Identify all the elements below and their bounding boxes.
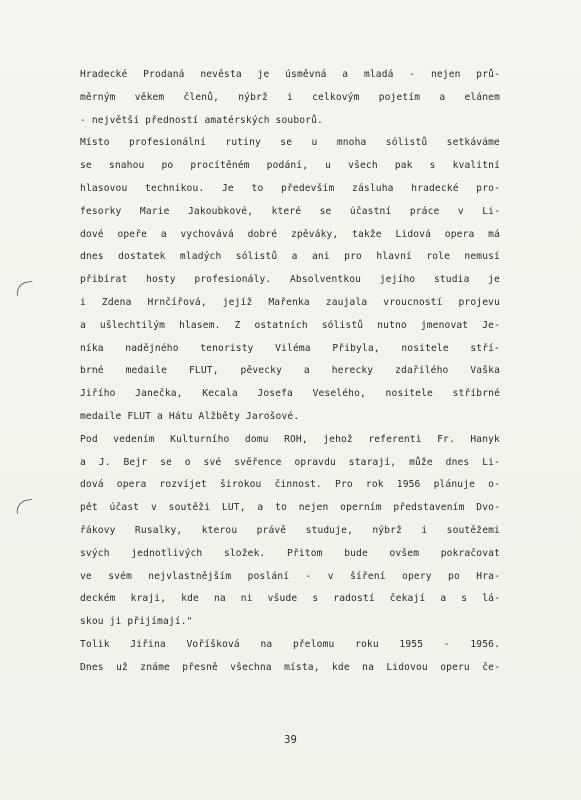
- punch-hole-mark: [15, 281, 34, 296]
- text-line: přibírat hosty profesionály. Absolventkou jejího studia je: [80, 274, 500, 286]
- text-line: Jiřího Janečka, Kecala Josefa Veselého, nositele stříbrné: [80, 388, 500, 400]
- text-line: níka nadějného tenoristy Viléma Přibyla, nositele stří-: [80, 342, 500, 354]
- text-line: Dnes už známe přesně všechna místa, kde na Lidovou operu če-: [80, 661, 500, 673]
- text-line: - největší předností amatérských souborů.: [80, 114, 323, 126]
- text-line: Tolik Jiřina Voříšková na přelomu roku 1955 - 1956.: [80, 638, 500, 650]
- text-line: se snahou po procítěném podání, u všech pak s kvalitní: [80, 160, 500, 172]
- text-line: skou ji přijímají.": [80, 616, 193, 628]
- text-line: pět účast v soutěži LUT, a to nejen operním představením Dvo-: [80, 502, 500, 514]
- page-number: 39: [284, 734, 297, 746]
- text-line: medaile FLUT a Hátu Alžběty Jarošové.: [80, 410, 300, 422]
- text-line: deckém kraji, kde na ni všude s radostí čekají a s lá-: [80, 593, 500, 605]
- text-line: Pod vedením Kulturního domu ROH, jehož referenti Fr. Hanyk: [80, 433, 500, 445]
- text-line: Hradecké Prodaná nevěsta je úsměvná a mladá - nejen prů-: [80, 69, 500, 80]
- text-line: svých jednotlivých složek. Přitom bude ovšem pokračovat: [80, 547, 500, 559]
- text-line: Místo profesionální rutiny se u mnoha sólistů setkáváme: [80, 137, 500, 149]
- text-line: i Zdena Hrnčířová, jejíž Mařenka zaujala vroucností projevu: [80, 296, 500, 308]
- text-line: řákovy Rusalky, kterou právě studuje, nýbrž i soutěžemi: [80, 524, 500, 536]
- text-line: hlasovou technikou. Je to především zásluha hradecké pro-: [80, 182, 500, 194]
- text-line: dnes dostatek mladých sólistů a ani pro hlavní role nemusí: [80, 251, 500, 263]
- text-line: a ušlechtilým hlasem. Z ostatních sólistů nutno jmenovat Je-: [80, 319, 500, 331]
- punch-hole-mark: [15, 499, 34, 514]
- text-line: dová opera rozvíjet širokou činnost. Pro rok 1956 plánuje o-: [80, 479, 500, 491]
- text-line: fesorky Marie Jakoubkové, které se účastní práce v Li-: [80, 205, 500, 217]
- text-line: měrným věkem členů, nýbrž i celkovým pojetím a elánem: [80, 91, 500, 103]
- text-line: dové opeře a vychovává dobré zpěváky, takže Lidová opera má: [80, 228, 500, 240]
- body-text: [80, 64, 500, 680]
- text-line: a J. Bejr se o své svěřence opravdu starají, může dnes Li-: [80, 456, 500, 468]
- text-line: ve svém nejvlastnějším poslání - v šíření opery po Hra-: [80, 570, 500, 582]
- text-line: brné medaile FLUT, pěvecky a herecky zdařilého Vaška: [80, 365, 500, 377]
